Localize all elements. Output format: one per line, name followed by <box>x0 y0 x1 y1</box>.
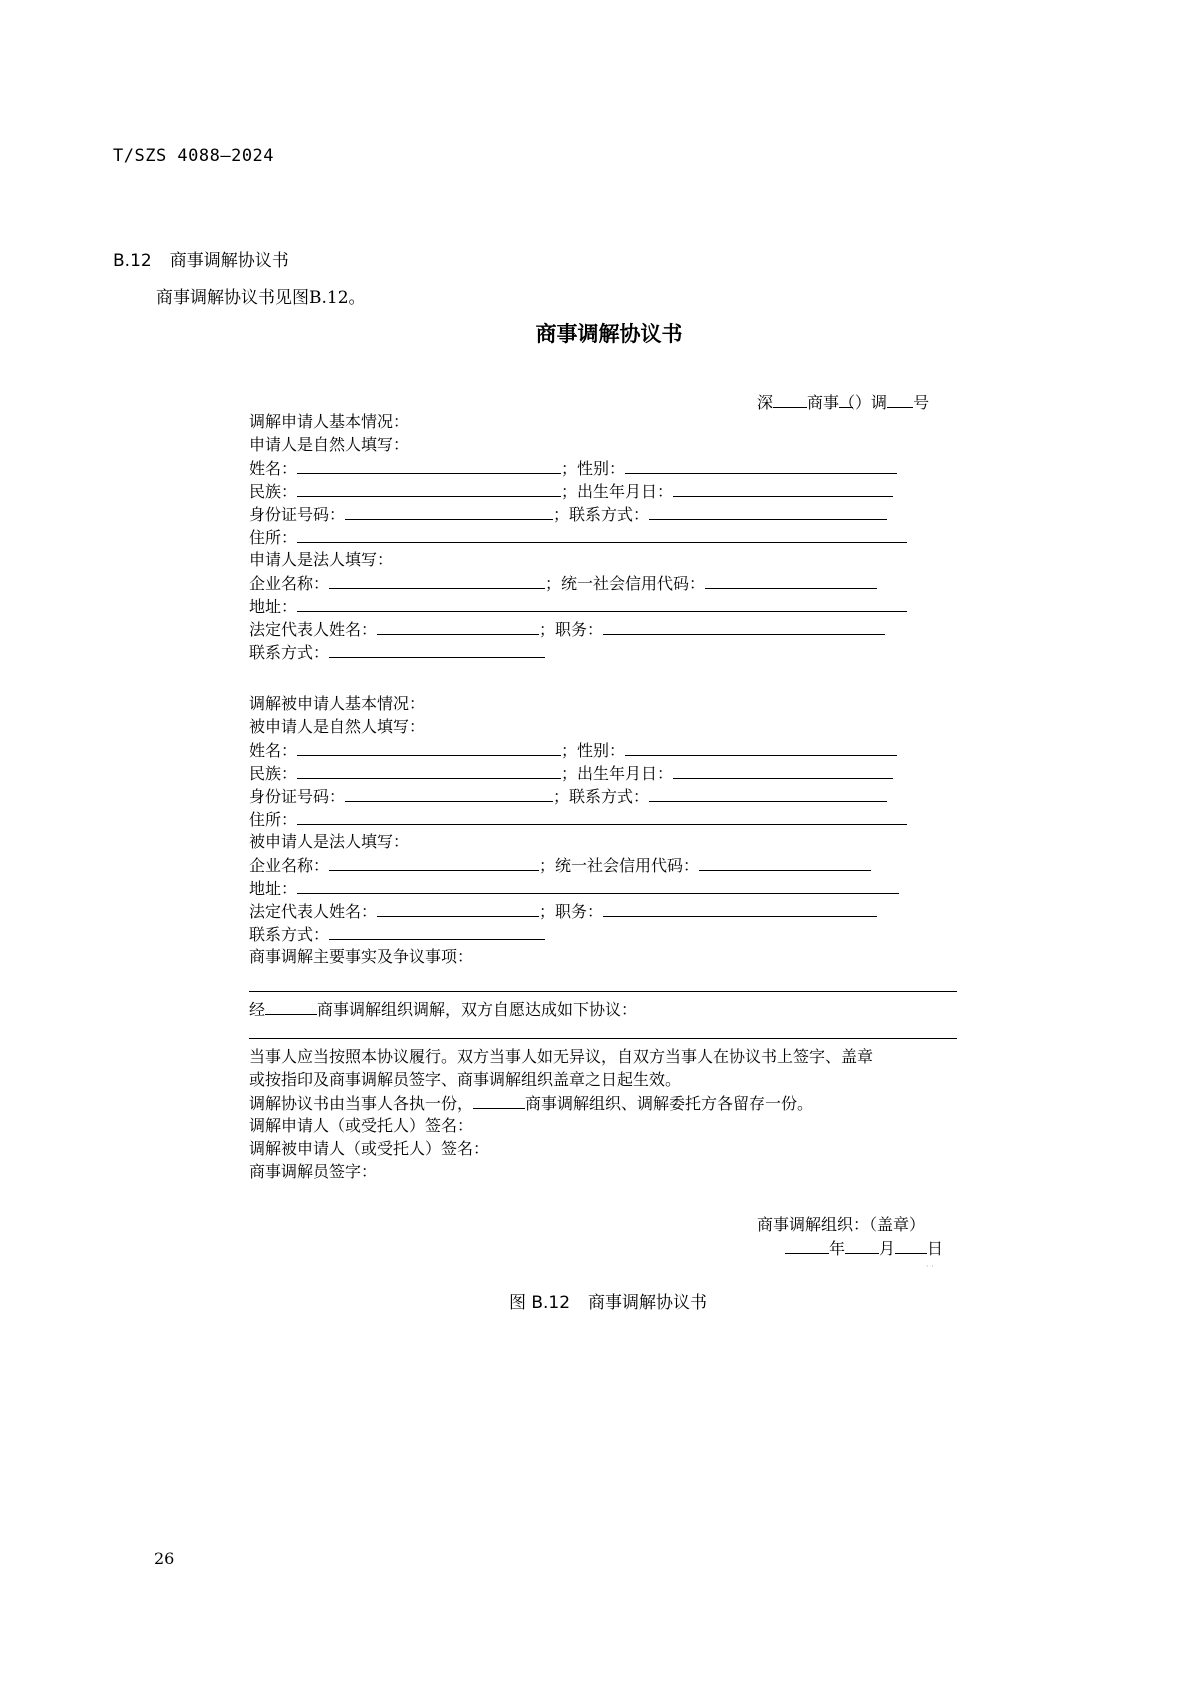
respondent-rep-contact-row: 联系方式： <box>249 923 545 945</box>
applicant-ethnicity-row: 民族： ；出生年月日： <box>249 480 893 502</box>
applicant-company-address-row: 地址： <box>249 595 907 617</box>
day-field[interactable] <box>895 1237 927 1254</box>
respondent-address-row: 住所： <box>249 808 907 830</box>
applicant-id-field[interactable] <box>345 503 553 520</box>
section-title: 商事调解协议书 <box>169 251 289 271</box>
copies-row: 调解协议书由当事人各执一份， 商事调解组织、调解委托方各留存一份。 <box>249 1094 814 1113</box>
respondent-company-field[interactable] <box>329 854 539 871</box>
scan-artifact: · · <box>926 1262 934 1271</box>
respondent-id-field[interactable] <box>345 785 553 802</box>
respondent-birth-field[interactable] <box>673 762 893 779</box>
agreement-org-field[interactable] <box>265 998 317 1015</box>
applicant-name-field[interactable] <box>297 457 561 474</box>
respondent-ethnicity-row: 民族： ；出生年月日： <box>249 762 893 784</box>
month-field[interactable] <box>845 1237 879 1254</box>
applicant-company-field[interactable] <box>329 572 545 589</box>
respondent-legal-heading: 被申请人是法人填写： <box>249 832 410 851</box>
respondent-company-row: 企业名称： ；统一社会信用代码： <box>249 854 871 876</box>
applicant-contact-field[interactable] <box>649 503 887 520</box>
applicant-signature: 调解申请人（或受托人）签名： <box>249 1116 474 1135</box>
reference-number: 深 商事（）调 号 <box>757 393 930 412</box>
figure-caption <box>0 1288 1190 1313</box>
respondent-legal-rep-field[interactable] <box>377 900 539 917</box>
respondent-position-field[interactable] <box>603 900 877 917</box>
date-line: 年 月 日 <box>785 1236 943 1259</box>
respondent-rep-contact-field[interactable] <box>329 923 545 940</box>
respondent-legal-rep-row: 法定代表人姓名： ；职务： <box>249 900 877 922</box>
copies-org-field[interactable] <box>473 1092 525 1109</box>
applicant-legal-rep-field[interactable] <box>377 618 539 635</box>
section-intro: 商事调解协议书见图B.12。 <box>156 288 366 308</box>
respondent-company-address-row: 地址： <box>249 877 899 899</box>
respondent-natural-heading: 被申请人是自然人填写： <box>249 717 426 736</box>
applicant-heading: 调解申请人基本情况： <box>249 412 410 431</box>
applicant-rep-contact-row: 联系方式： <box>249 641 545 663</box>
respondent-company-address-field[interactable] <box>297 877 899 894</box>
section-heading <box>113 246 289 271</box>
year-field[interactable] <box>785 1237 829 1254</box>
applicant-legal-heading: 申请人是法人填写： <box>249 550 394 569</box>
applicant-address-field[interactable] <box>297 526 907 543</box>
applicant-legal-rep-row: 法定代表人姓名： ；职务： <box>249 618 885 640</box>
figure-number: 图 B.12 <box>508 1293 571 1313</box>
facts-line[interactable] <box>249 991 957 992</box>
applicant-rep-contact-field[interactable] <box>329 641 545 658</box>
page-number: 26 <box>154 1549 175 1568</box>
respondent-id-row: 身份证号码： ；联系方式： <box>249 785 887 807</box>
respondent-contact-field[interactable] <box>649 785 887 802</box>
respondent-ethnicity-field[interactable] <box>297 762 561 779</box>
respondent-name-field[interactable] <box>297 739 561 756</box>
respondent-credit-field[interactable] <box>699 854 871 871</box>
applicant-company-row: 企业名称： ；统一社会信用代码： <box>249 572 877 594</box>
agreement-row: 经 商事调解组织调解，双方自愿达成如下协议： <box>249 1000 638 1019</box>
applicant-name-row: 姓名： ；性别： <box>249 457 897 479</box>
applicant-credit-field[interactable] <box>705 572 877 589</box>
applicant-position-field[interactable] <box>603 618 885 635</box>
applicant-company-address-field[interactable] <box>297 595 907 612</box>
applicant-id-row: 身份证号码： ；联系方式： <box>249 503 887 525</box>
applicant-gender-field[interactable] <box>625 457 897 474</box>
agreement-line[interactable] <box>249 1038 957 1039</box>
respondent-signature: 调解被申请人（或受托人）签名： <box>249 1139 490 1158</box>
effect-line-1: 当事人应当按照本协议履行。双方当事人如无异议，自双方当事人在协议书上签字、盖章 <box>249 1047 874 1066</box>
respondent-address-field[interactable] <box>297 808 907 825</box>
facts-heading: 商事调解主要事实及争议事项： <box>249 947 474 966</box>
effect-line-2: 或按指印及商事调解员签字、商事调解组织盖章之日起生效。 <box>249 1070 682 1089</box>
respondent-heading: 调解被申请人基本情况： <box>249 694 426 713</box>
ref-blank-2[interactable] <box>887 391 913 408</box>
applicant-birth-field[interactable] <box>673 480 893 497</box>
applicant-natural-heading: 申请人是自然人填写： <box>249 435 410 454</box>
applicant-address-row: 住所： <box>249 526 907 548</box>
org-seal: 商事调解组织：（盖章） <box>757 1215 926 1234</box>
ref-blank-1[interactable] <box>773 391 807 408</box>
mediator-signature: 商事调解员签字： <box>249 1162 378 1181</box>
respondent-name-row: 姓名： ；性别： <box>249 739 897 761</box>
applicant-ethnicity-field[interactable] <box>297 480 561 497</box>
section-number: B.12 <box>113 251 152 271</box>
respondent-gender-field[interactable] <box>625 739 897 756</box>
form-title: 商事调解协议书 <box>535 322 683 346</box>
figure-title: 商事调解协议书 <box>588 1293 708 1313</box>
standard-code: T/SZS 4088—2024 <box>113 146 275 166</box>
